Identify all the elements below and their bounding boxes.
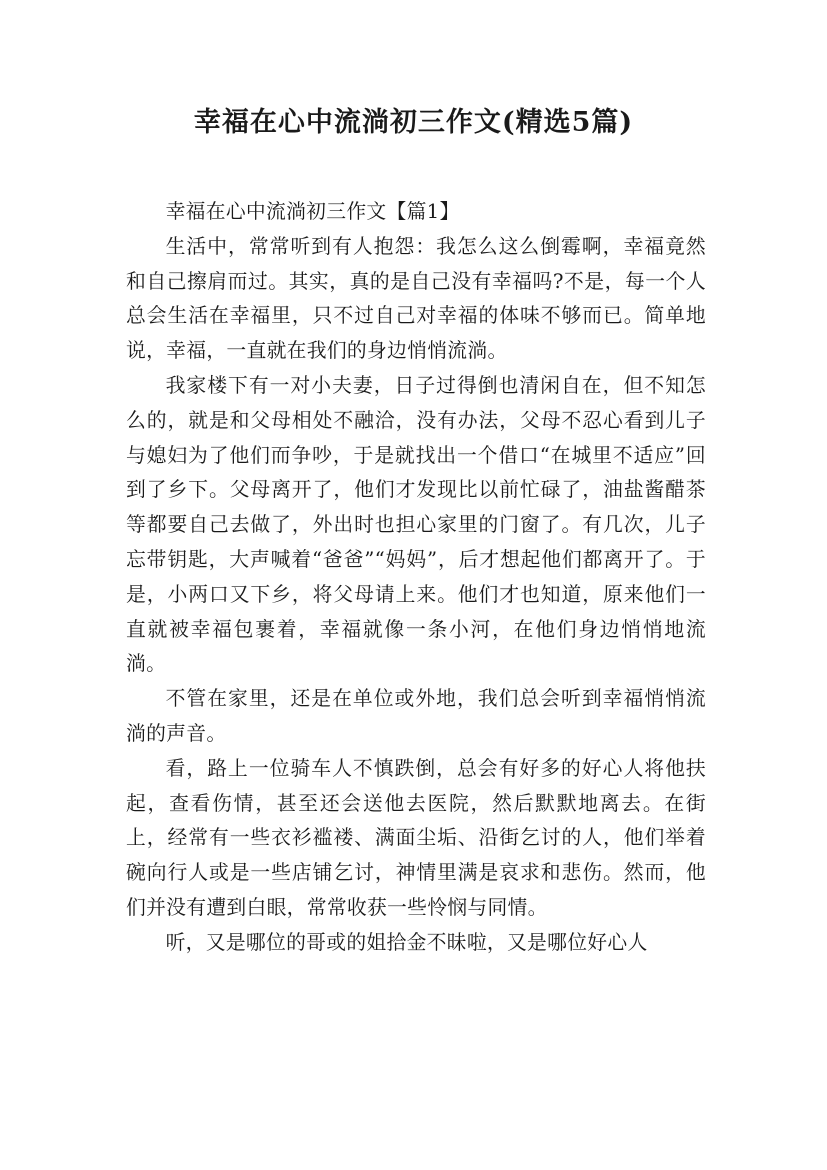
paragraph: 听，又是哪位的哥或的姐拾金不昧啦，又是哪位好心人: [165, 930, 648, 954]
document-title: 幸福在心中流淌初三作文(精选5篇): [193, 107, 634, 138]
paragraph: 我家楼下有一对小夫妻，日子过得倒也清闲自在，但不知怎么的，就是和父母相处不融洽，没有办法，父母不忍心看到儿子与媳妇为了他们而争吵，于是就找出一个借口“在城里不适应”回到了乡下。父母离开了，他们才发现比以前忙碌了，油盐酱醋茶等都要自己去做了，外出时也担心家里的门窗了。有几次，儿子忘带钥匙，大声喊着“爸爸”“妈妈”，后才想起他们都离开了。于是，小两口又下乡，将父母请上来。他们才也知道，原来他们一直就被幸福包裹着，幸福就像一条小河，在他们身边悄悄地流淌。: [126, 373, 706, 676]
paragraph: 看，路上一位骑车人不慎跌倒，总会有好多的好心人将他扶起，查看伤情，甚至还会送他去医院，然后默默地离去。在街上，经常有一些衣衫褴褛、满面尘垢、沿街乞讨的人，他们举着碗向行人或是一些店铺乞讨，神情里满是哀求和悲伤。然而，他们并没有遭到白眼，常常收获一些怜悯与同情。: [126, 756, 706, 919]
section-heading: 幸福在心中流淌初三作文【篇1】: [165, 200, 460, 223]
document-body: [126, 195, 706, 961]
paragraph: 不管在家里，还是在单位或外地，我们总会听到幸福悄悄流淌的声音。: [126, 687, 706, 745]
paragraph: 生活中，常常听到有人抱怨：我怎么这么倒霉啊，幸福竟然和自己擦肩而过。其实，真的是自己没有幸福吗?不是，每一个人总会生活在幸福里，只不过自己对幸福的体味不够而已。简单地说，幸福，一直就在我们的身边悄悄流淌。: [126, 234, 706, 363]
